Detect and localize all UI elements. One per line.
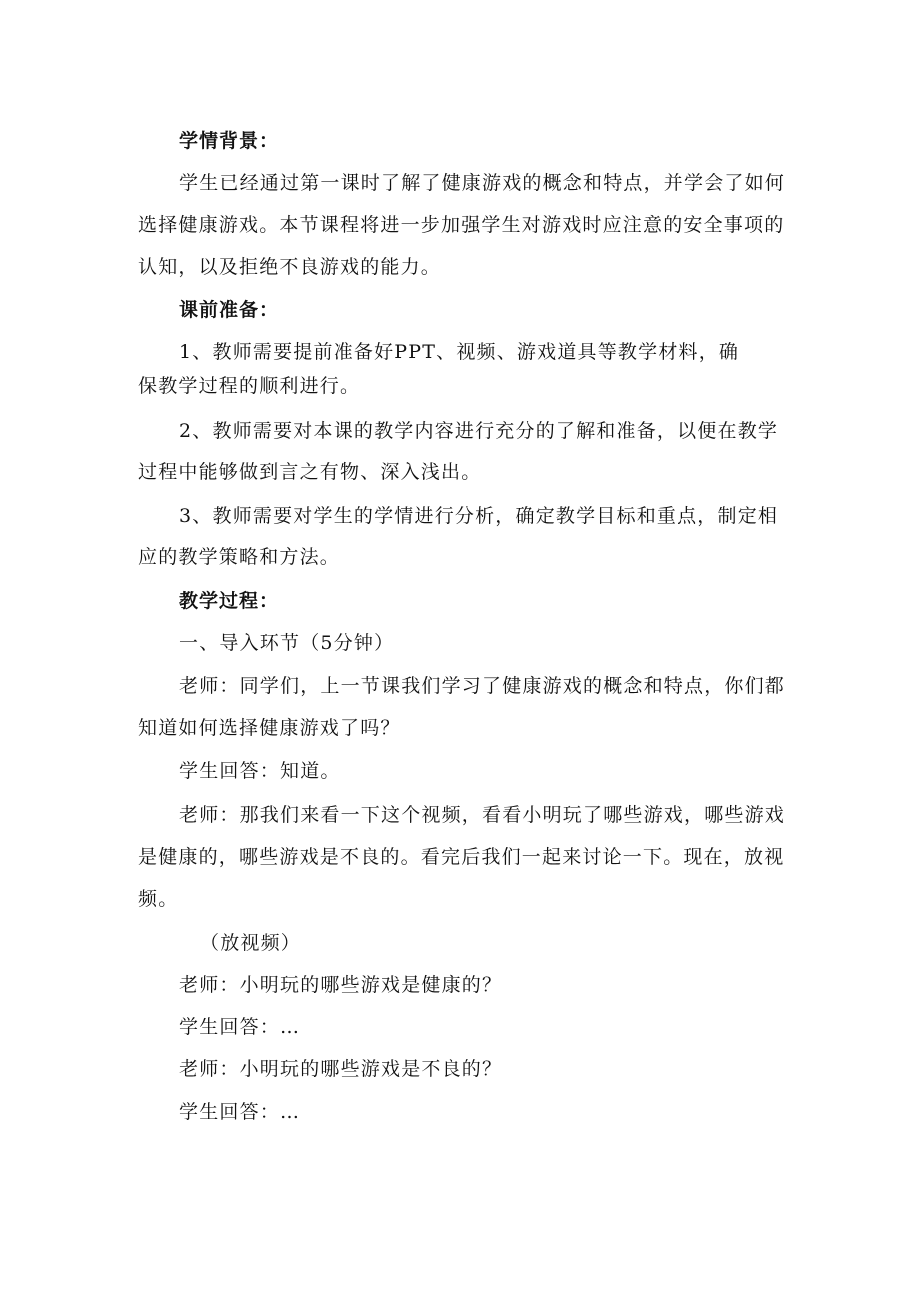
background-line-2: 选择健康游戏。本节课程将进一步加强学生对游戏时应注意的安全事项的 [138, 214, 785, 236]
process-line-5: 是健康的，哪些游戏是不良的。看完后我们一起来讨论一下。现在，放视 [138, 846, 785, 868]
process-line-4: 老师：那我们来看一下这个视频，看看小明玩了哪些游戏，哪些游戏 [179, 804, 786, 826]
heading-background: 学情背景： [179, 130, 280, 152]
process-line-9: 学生回答：… [179, 1016, 301, 1038]
process-line-1: 老师：同学们，上一节课我们学习了健康游戏的概念和特点，你们都 [179, 675, 786, 697]
prep-item-2-line-2: 过程中能够做到言之有物、深入浅出。 [138, 461, 482, 483]
heading-process: 教学过程： [179, 590, 280, 612]
prep-item-1-line-1: 1、教师需要提前准备好PPT、视频、游戏道具等教学材料，确 [179, 341, 740, 363]
process-line-7: （放视频） [200, 932, 302, 954]
process-line-3: 学生回答：知道。 [179, 760, 341, 782]
prep-item-2-line-1: 2、教师需要对本课的教学内容进行充分的了解和准备，以便在教学 [179, 420, 779, 442]
process-line-10: 老师：小明玩的哪些游戏是不良的？ [179, 1058, 503, 1080]
process-line-8: 老师：小明玩的哪些游戏是健康的？ [179, 974, 503, 996]
background-line-3: 认知，以及拒绝不良游戏的能力。 [138, 256, 442, 278]
process-line-11: 学生回答：… [179, 1101, 301, 1123]
process-part1-title: 一、导入环节（5分钟） [179, 632, 395, 654]
prep-item-3-line-2: 应的教学策略和方法。 [138, 546, 341, 568]
prep-item-3-line-1: 3、教师需要对学生的学情进行分析，确定教学目标和重点，制定相 [179, 505, 779, 527]
document-page [138, 0, 788, 1301]
process-line-6: 频。 [138, 888, 179, 910]
background-line-1: 学生已经通过第一课时了解了健康游戏的概念和特点，并学会了如何 [179, 172, 786, 194]
process-line-2: 知道如何选择健康游戏了吗？ [138, 717, 401, 739]
prep-item-1-line-2: 保教学过程的顺利进行。 [138, 375, 361, 397]
heading-preparation: 课前准备： [179, 299, 280, 321]
